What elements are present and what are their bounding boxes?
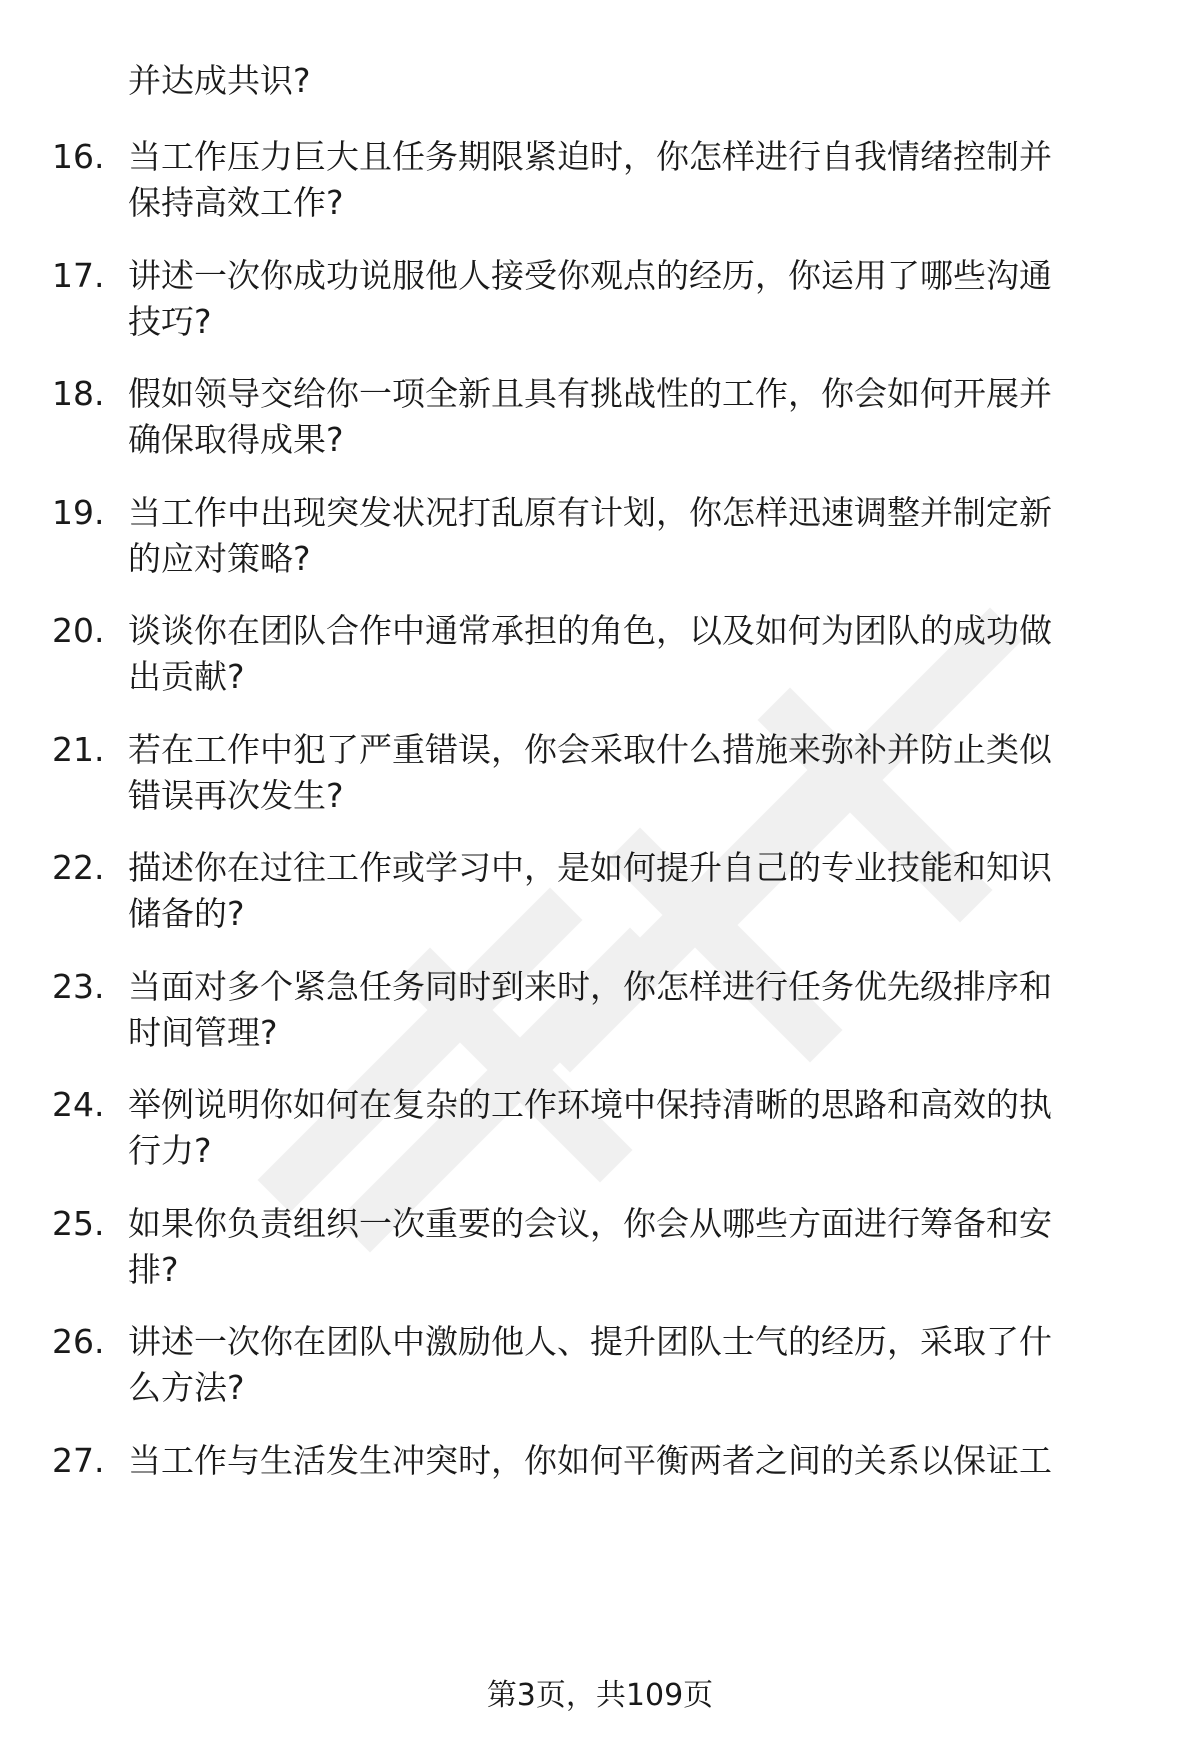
question-number: 17. — [52, 256, 105, 295]
question-text-line: 当工作与生活发生冲突时，你如何平衡两者之间的关系以保证工 — [128, 1441, 1052, 1480]
question-text-line: 保持高效工作? — [128, 183, 344, 222]
question-number: 27. — [52, 1441, 105, 1480]
question-text-line: 描述你在过往工作或学习中，是如何提升自己的专业技能和知识 — [128, 848, 1052, 887]
question-number: 26. — [52, 1322, 105, 1361]
question-number: 16. — [52, 137, 105, 176]
question-item — [0, 371, 1200, 471]
question-item — [0, 1319, 1200, 1419]
question-text-line: 么方法? — [128, 1368, 245, 1407]
question-item — [0, 1082, 1200, 1182]
question-item — [0, 964, 1200, 1064]
question-text-line: 行力? — [128, 1131, 212, 1170]
question-text-line: 技巧? — [128, 302, 212, 341]
question-text — [128, 608, 1143, 700]
question-text — [128, 1438, 1143, 1484]
question-text — [128, 727, 1143, 819]
question-item — [0, 1201, 1200, 1301]
question-item — [0, 727, 1200, 827]
question-text-line: 举例说明你如何在复杂的工作环境中保持清晰的思路和高效的执 — [128, 1085, 1052, 1124]
question-item — [0, 490, 1200, 590]
question-number: 23. — [52, 967, 105, 1006]
question-text-line: 当面对多个紧急任务同时到来时，你怎样进行任务优先级排序和 — [128, 967, 1052, 1006]
question-text-line: 储备的? — [128, 894, 245, 933]
question-item — [0, 134, 1200, 234]
question-text-line: 错误再次发生? — [128, 776, 344, 815]
question-text — [128, 1319, 1143, 1411]
page-number-footer: 第3页，共109页 — [486, 1678, 714, 1713]
question-item — [0, 845, 1200, 945]
question-item — [0, 1438, 1200, 1538]
continued-question-text: 并达成共识? — [128, 61, 311, 100]
question-text-line: 假如领导交给你一项全新且具有挑战性的工作，你会如何开展并 — [128, 374, 1052, 413]
question-text — [128, 845, 1143, 937]
question-number: 18. — [52, 374, 105, 413]
question-text — [128, 1082, 1143, 1174]
question-text-line: 谈谈你在团队合作中通常承担的角色，以及如何为团队的成功做 — [128, 611, 1052, 650]
question-number: 24. — [52, 1085, 105, 1124]
question-number: 20. — [52, 611, 105, 650]
question-text-line: 讲述一次你在团队中激励他人、提升团队士气的经历，采取了什 — [128, 1322, 1052, 1361]
question-text-line: 若在工作中犯了严重错误，你会采取什么措施来弥补并防止类似 — [128, 730, 1052, 769]
question-text-line: 当工作中出现突发状况打乱原有计划，你怎样迅速调整并制定新 — [128, 493, 1052, 532]
question-text-line: 当工作压力巨大且任务期限紧迫时，你怎样进行自我情绪控制并 — [128, 137, 1052, 176]
question-number: 19. — [52, 493, 105, 532]
question-text — [128, 964, 1143, 1056]
question-text — [128, 1201, 1143, 1293]
question-text-line: 讲述一次你成功说服他人接受你观点的经历，你运用了哪些沟通 — [128, 256, 1052, 295]
question-text-line: 的应对策略? — [128, 539, 311, 578]
question-item — [0, 608, 1200, 708]
question-text-line: 出贡献? — [128, 657, 245, 696]
question-text-line: 如果你负责组织一次重要的会议，你会从哪些方面进行筹备和安 — [128, 1204, 1052, 1243]
question-item — [0, 253, 1200, 353]
question-text-line: 确保取得成果? — [128, 420, 344, 459]
question-number: 21. — [52, 730, 105, 769]
question-text-line: 排? — [128, 1250, 179, 1289]
question-text-line: 时间管理? — [128, 1013, 278, 1052]
question-number: 25. — [52, 1204, 105, 1243]
question-text — [128, 490, 1143, 582]
question-text — [128, 134, 1143, 226]
question-text — [128, 371, 1143, 463]
question-number: 22. — [52, 848, 105, 887]
question-text — [128, 253, 1143, 345]
